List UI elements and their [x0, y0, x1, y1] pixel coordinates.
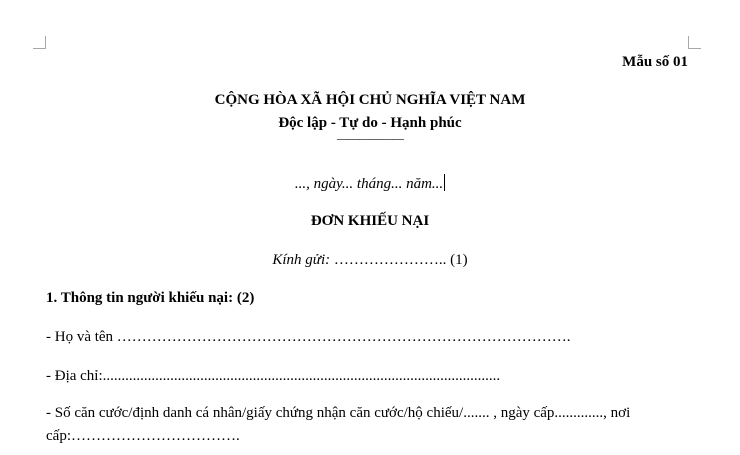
- date-text[interactable]: ..., ngày... tháng... năm...: [294, 176, 444, 192]
- recipient-value[interactable]: ………………….. (1): [330, 252, 468, 268]
- id-issue-place-field[interactable]: cấp:…………………………….: [46, 428, 240, 444]
- national-motto: Độc lập - Tự do - Hạnh phúc: [278, 115, 462, 131]
- address-field[interactable]: - Địa chỉ:..........................................................................................................: [46, 368, 501, 384]
- full-name-field[interactable]: - Họ và tên ……………………………………………………………………………….: [46, 329, 571, 345]
- date-line[interactable]: [0, 174, 740, 193]
- recipient-label: Kính gửi:: [272, 252, 331, 268]
- id-document-field[interactable]: - Số căn cước/định danh cá nhân/giấy chứng nhận căn cước/hộ chiếu/....... , ngày cấp............., nơi: [46, 405, 631, 421]
- national-title: CỘNG HÒA XÃ HỘI CHỦ NGHĨA VIỆT NAM: [214, 92, 526, 108]
- text-cursor: [444, 174, 445, 191]
- form-number: Mẫu số 01: [622, 54, 688, 70]
- document-title: ĐƠN KHIẾU NẠI: [310, 213, 430, 229]
- motto-underline: ——————: [337, 131, 403, 145]
- section-heading-complainant: 1. Thông tin người khiếu nại: (2): [46, 290, 255, 306]
- crop-mark-top-left: [33, 36, 46, 49]
- recipient-line: [0, 252, 740, 269]
- crop-mark-top-right: [688, 36, 701, 49]
